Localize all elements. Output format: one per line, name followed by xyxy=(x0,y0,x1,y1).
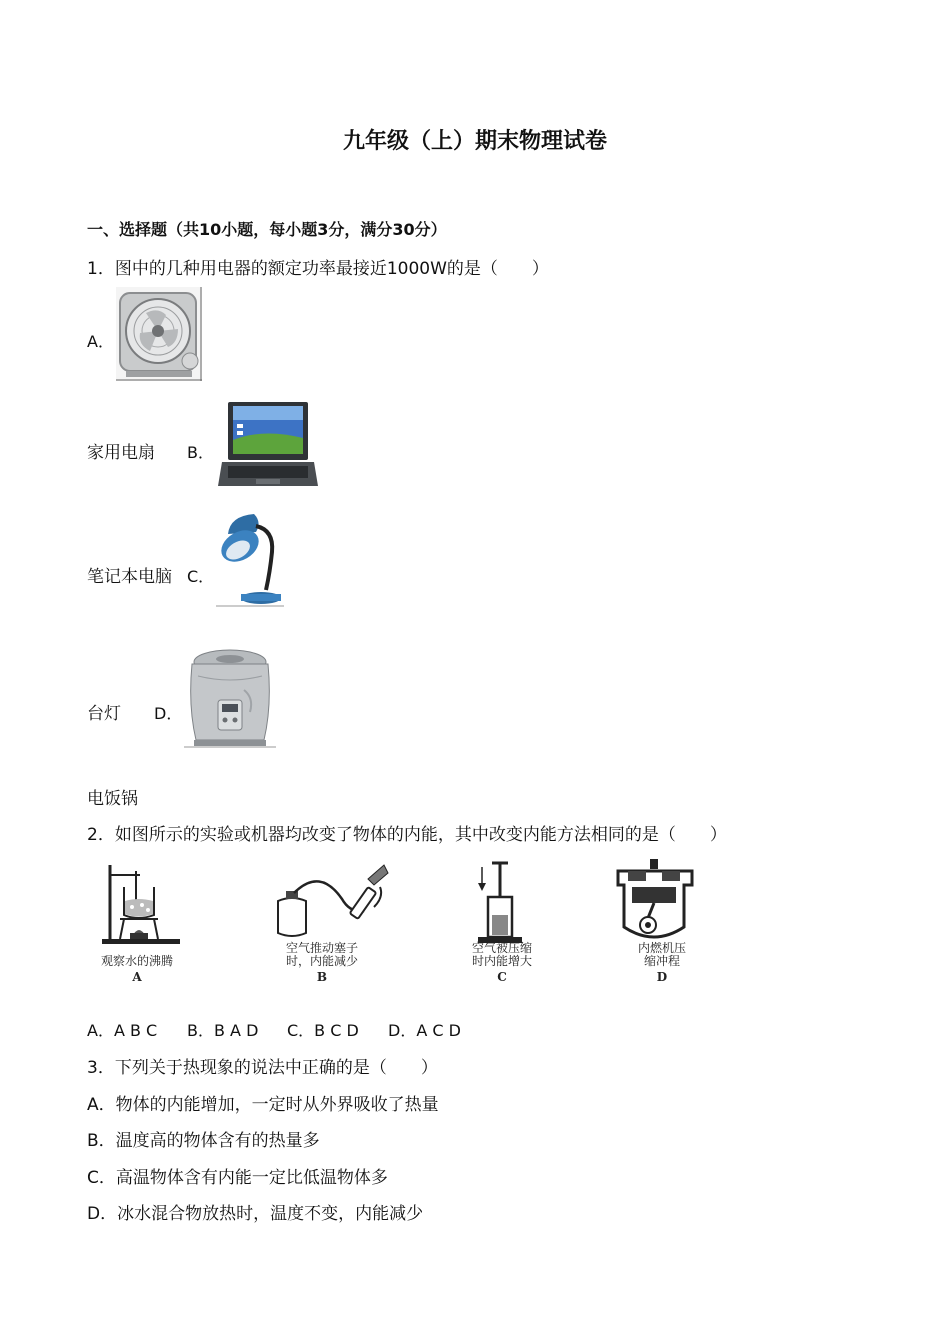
figure-b-caption-line2: 时，内能减少 xyxy=(285,954,359,968)
figure-c-label: C xyxy=(497,970,507,984)
q1-option-c-name: 台灯 xyxy=(87,704,121,724)
figure-b-label: B xyxy=(316,970,328,984)
section-heading: 一、选择题（共10小题，每小题3分，满分30分） xyxy=(87,220,447,239)
q2-figures xyxy=(88,857,708,987)
figure-d-caption-line2: 缩冲程 xyxy=(643,954,681,968)
figure-a-boiling-water xyxy=(102,865,180,944)
q3-option-c: C．高温物体含有内能一定比低温物体多 xyxy=(87,1168,388,1188)
electric-fan-image xyxy=(116,287,202,381)
q2-option-b: B．B A D xyxy=(187,1021,259,1040)
q3-option-a: A．物体的内能增加，一定时从外界吸收了热量 xyxy=(87,1095,439,1115)
question-2-stem: 2．如图所示的实验或机器均改变了物体的内能，其中改变内能方法相同的是（ ） xyxy=(87,825,727,845)
desk-lamp-image xyxy=(216,512,284,607)
q2-option-a: A．A B C xyxy=(87,1021,158,1040)
q1-option-c-letter: C． xyxy=(187,567,215,586)
question-3-stem: 3．下列关于热现象的说法中正确的是（ ） xyxy=(87,1058,438,1078)
q1-option-d-letter: D． xyxy=(154,704,183,723)
q2-option-d: D．A C D xyxy=(388,1021,461,1040)
figure-c-caption-line2: 时内能增大 xyxy=(471,954,533,968)
q1-option-b-name: 笔记本电脑 xyxy=(87,567,172,587)
question-1-stem: 1．图中的几种用电器的额定功率最接近1000W的是（ ） xyxy=(87,259,549,279)
rice-cooker-image xyxy=(184,646,276,748)
figure-c-caption-line1: 空气被压缩 xyxy=(471,941,533,955)
figure-b-caption-line1: 空气推动塞子 xyxy=(285,941,359,955)
figure-d-caption-line1: 内燃机压 xyxy=(637,941,687,955)
q1-option-d-name: 电饭锅 xyxy=(87,789,138,809)
q1-option-a-name: 家用电扇 xyxy=(87,443,155,463)
figure-d-label: D xyxy=(656,970,668,984)
figure-a-caption: 观察水的沸腾 xyxy=(100,954,174,968)
laptop-image xyxy=(218,400,319,488)
q1-option-a-letter: A． xyxy=(87,332,114,351)
q3-option-b: B．温度高的物体含有的热量多 xyxy=(87,1131,320,1151)
figure-c-air-compressed xyxy=(478,863,522,943)
figure-d-engine xyxy=(618,859,692,937)
q1-option-b-letter: B． xyxy=(187,443,214,462)
q2-option-c: C．B C D xyxy=(287,1021,359,1040)
figure-a-label: A xyxy=(132,970,142,984)
page-title: 九年级（上）期末物理试卷 xyxy=(342,129,607,154)
figure-b-cork-pushed xyxy=(278,865,388,936)
q3-option-d: D．冰水混合物放热时，温度不变，内能减少 xyxy=(87,1204,424,1224)
